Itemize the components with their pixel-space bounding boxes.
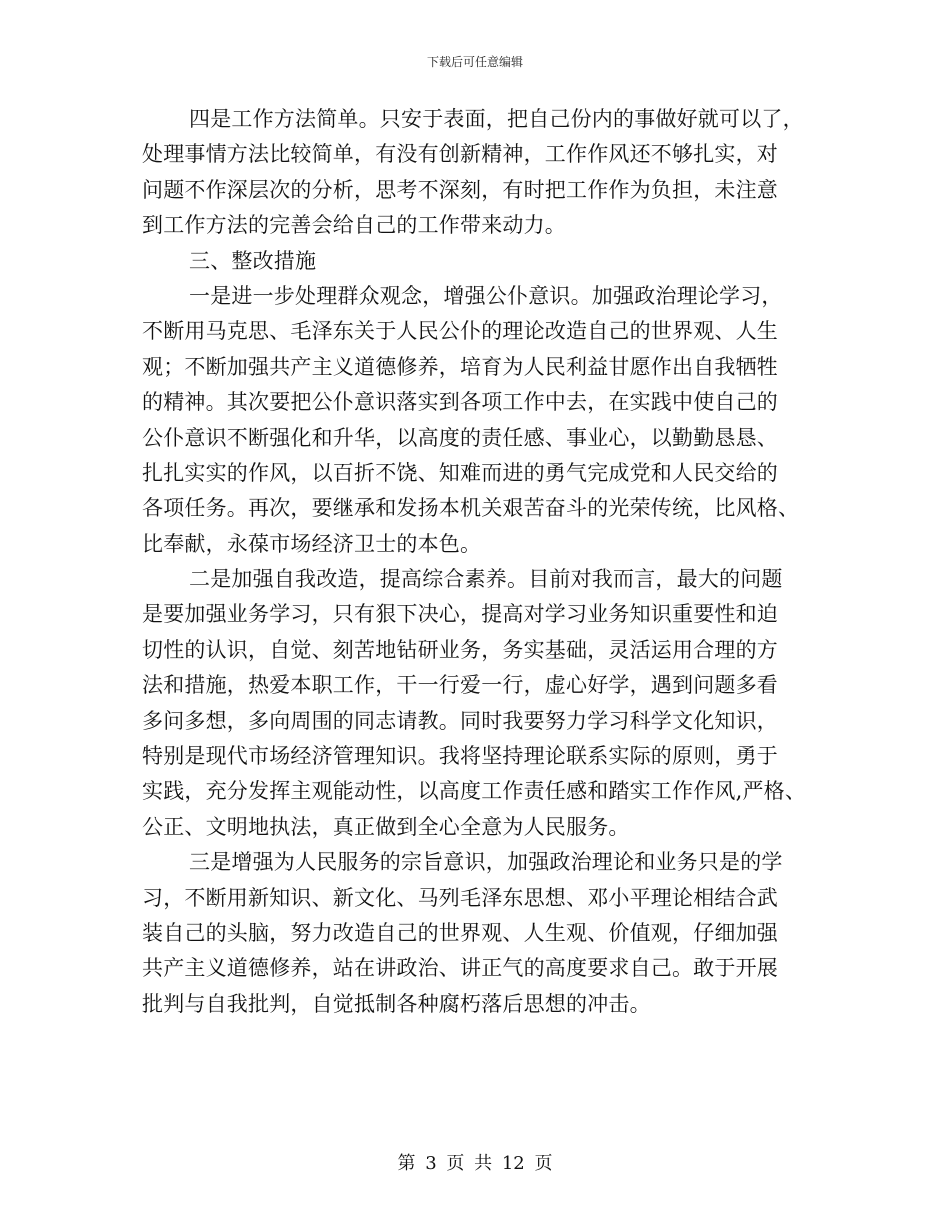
- section-heading: 三、整改措施: [189, 248, 317, 273]
- body-line: 切性的认识，自觉、刻苦地钻研业务，务实基础，灵活运用合理的方: [142, 637, 778, 662]
- body-line: 三是增强为人民服务的宗旨意识，加强政治理论和业务只是的学: [189, 850, 783, 875]
- page-footer: 第 3 页 共 12 页: [397, 1153, 553, 1174]
- body-line: 公正、文明地执法，真正做到全心全意为人民服务。: [142, 814, 630, 839]
- body-line: 处理事情方法比较简单，有没有创新精神，工作作风还不够扎实，对: [142, 142, 778, 167]
- body-line: 一是进一步处理群众观念，增强公仆意识。加强政治理论学习，: [189, 283, 783, 308]
- body-line: 的精神。其次要把公仆意识落实到各项工作中去，在实践中使自己的: [142, 390, 778, 415]
- body-line: 批判与自我批判，自觉抵制各种腐朽落后思想的冲击。: [142, 991, 651, 1016]
- body-line: 不断用马克思、毛泽东关于人民公仆的理论改造自己的世界观、人生: [142, 319, 778, 344]
- body-line: 特别是现代市场经济管理知识。我将坚持理论联系实际的原则，勇于: [142, 744, 778, 769]
- body-line: 到工作方法的完善会给自己的工作带来动力。: [142, 213, 566, 238]
- body-line: 法和措施，热爱本职工作，干一行爱一行，虚心好学，遇到问题多看: [142, 673, 778, 698]
- body-line: 二是加强自我改造，提高综合素养。目前对我而言，最大的问题: [189, 567, 783, 592]
- body-line: 装自己的头脑，努力改造自己的世界观、人生观、价值观，仔细加强: [142, 920, 778, 945]
- body-line: 公仆意识不断强化和升华，以高度的责任感、事业心，以勤勤恳恳、: [142, 425, 778, 450]
- body-line: 扎扎实实的作风，以百折不饶、知难而进的勇气完成党和人民交给的: [142, 460, 778, 485]
- body-line: 习，不断用新知识、新文化、马列毛泽东思想、邓小平理论相结合武: [142, 885, 778, 910]
- body-line: 比奉献，永葆市场经济卫士的本色。: [142, 531, 482, 556]
- page-header: 下载后可任意编辑: [426, 55, 523, 69]
- body-line: 共产主义道德修养，站在讲政治、讲正气的高度要求自己。敢于开展: [142, 956, 778, 981]
- body-line: 各项任务。再次，要继承和发扬本机关艰苦奋斗的光荣传统，比风格、: [142, 496, 800, 521]
- document-body: [142, 102, 814, 1022]
- body-line: 多问多想，多向周围的同志请教。同时我要努力学习科学文化知识，: [142, 708, 778, 733]
- body-line: 问题不作深层次的分析，思考不深刻，有时把工作作为负担，未注意: [142, 177, 778, 202]
- body-line: 观；不断加强共产主义道德修养，培育为人民利益甘愿作出自我牺牲: [142, 354, 778, 379]
- body-line: 实践，充分发挥主观能动性，以高度工作责任感和踏实工作作风,严格、: [142, 779, 807, 804]
- body-line: 四是工作方法简单。只安于表面，把自己份内的事做好就可以了，: [189, 107, 804, 131]
- body-line: 是要加强业务学习，只有狠下决心，提高对学习业务知识重要性和迫: [142, 602, 778, 627]
